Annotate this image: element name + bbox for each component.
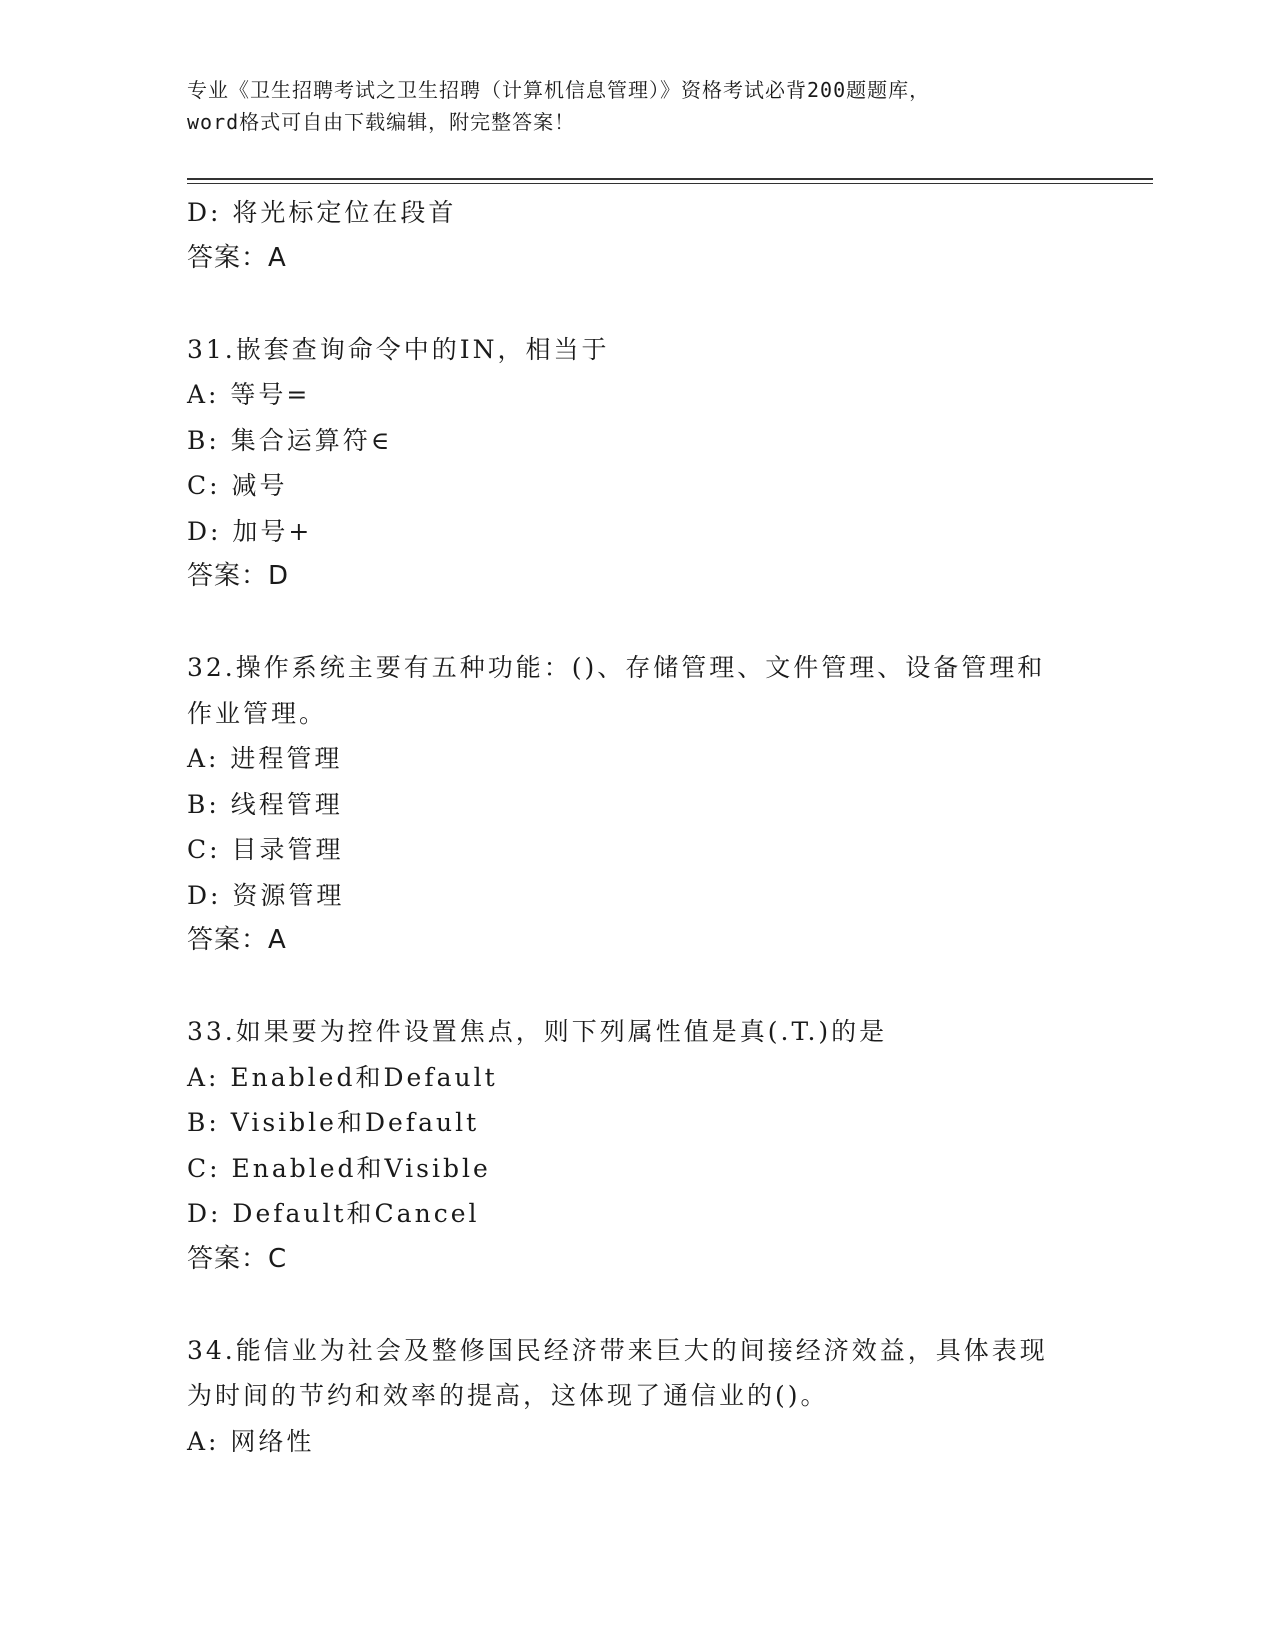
option-d: D: Default和Cancel [187,1199,480,1228]
question-stem: 33.如果要为控件设置焦点，则下列属性值是真(.T.)的是 [187,1017,888,1046]
option-c: C: 减号 [187,471,288,500]
spacer [187,1282,1087,1328]
question-stem-line-2: 为时间的节约和效率的提高，这体现了通信业的()。 [187,1381,829,1410]
option-b: B: Visible和Default [187,1108,480,1137]
header-title-line-2: word格式可自由下载编辑，附完整答案！ [187,110,576,134]
answer: 答案：C [187,1243,288,1274]
question-stem-line-1: 32.操作系统主要有五种功能：()、存储管理、文件管理、设备管理和 [187,653,1046,682]
option-a: A: 进程管理 [187,744,343,773]
option-a: A: Enabled和Default [187,1062,498,1092]
spacer [187,964,1087,1010]
header-title-line-1: 专业《卫生招聘考试之卫生招聘（计算机信息管理）》资格考试必背200题题库， [187,78,931,102]
option-a: A: 网络性 [187,1426,315,1456]
prev-answer: 答案：A [187,242,287,273]
question-32 [187,645,1087,964]
option-d: D: 加号+ [187,516,313,546]
option-c: C: Enabled和Visible [187,1153,491,1183]
document-header [187,74,1087,138]
option-a: A: 等号= [187,380,311,409]
option-b: B: 集合运算符∈ [187,425,393,455]
answer: 答案：D [187,561,290,591]
question-34 [187,1328,1087,1465]
question-stem-line-2: 作业管理。 [187,698,328,728]
option-d: D: 资源管理 [187,880,345,910]
option-b: B: 线程管理 [187,789,343,819]
spacer [187,600,1087,646]
spacer [187,281,1087,327]
header-divider-thin [187,183,1153,184]
option-c: C: 目录管理 [187,835,344,864]
question-stem: 31.嵌套查询命令中的IN，相当于 [187,334,610,364]
question-33 [187,1009,1087,1282]
prev-option-d: D: 将光标定位在段首 [187,198,457,227]
answer: 答案：A [187,925,287,955]
question-list [187,190,1087,1464]
question-stem-line-1: 34.能信业为社会及整修国民经济带来巨大的间接经济效益，具体表现 [187,1335,1048,1365]
header-divider-thick [187,178,1153,180]
question-31 [187,327,1087,600]
